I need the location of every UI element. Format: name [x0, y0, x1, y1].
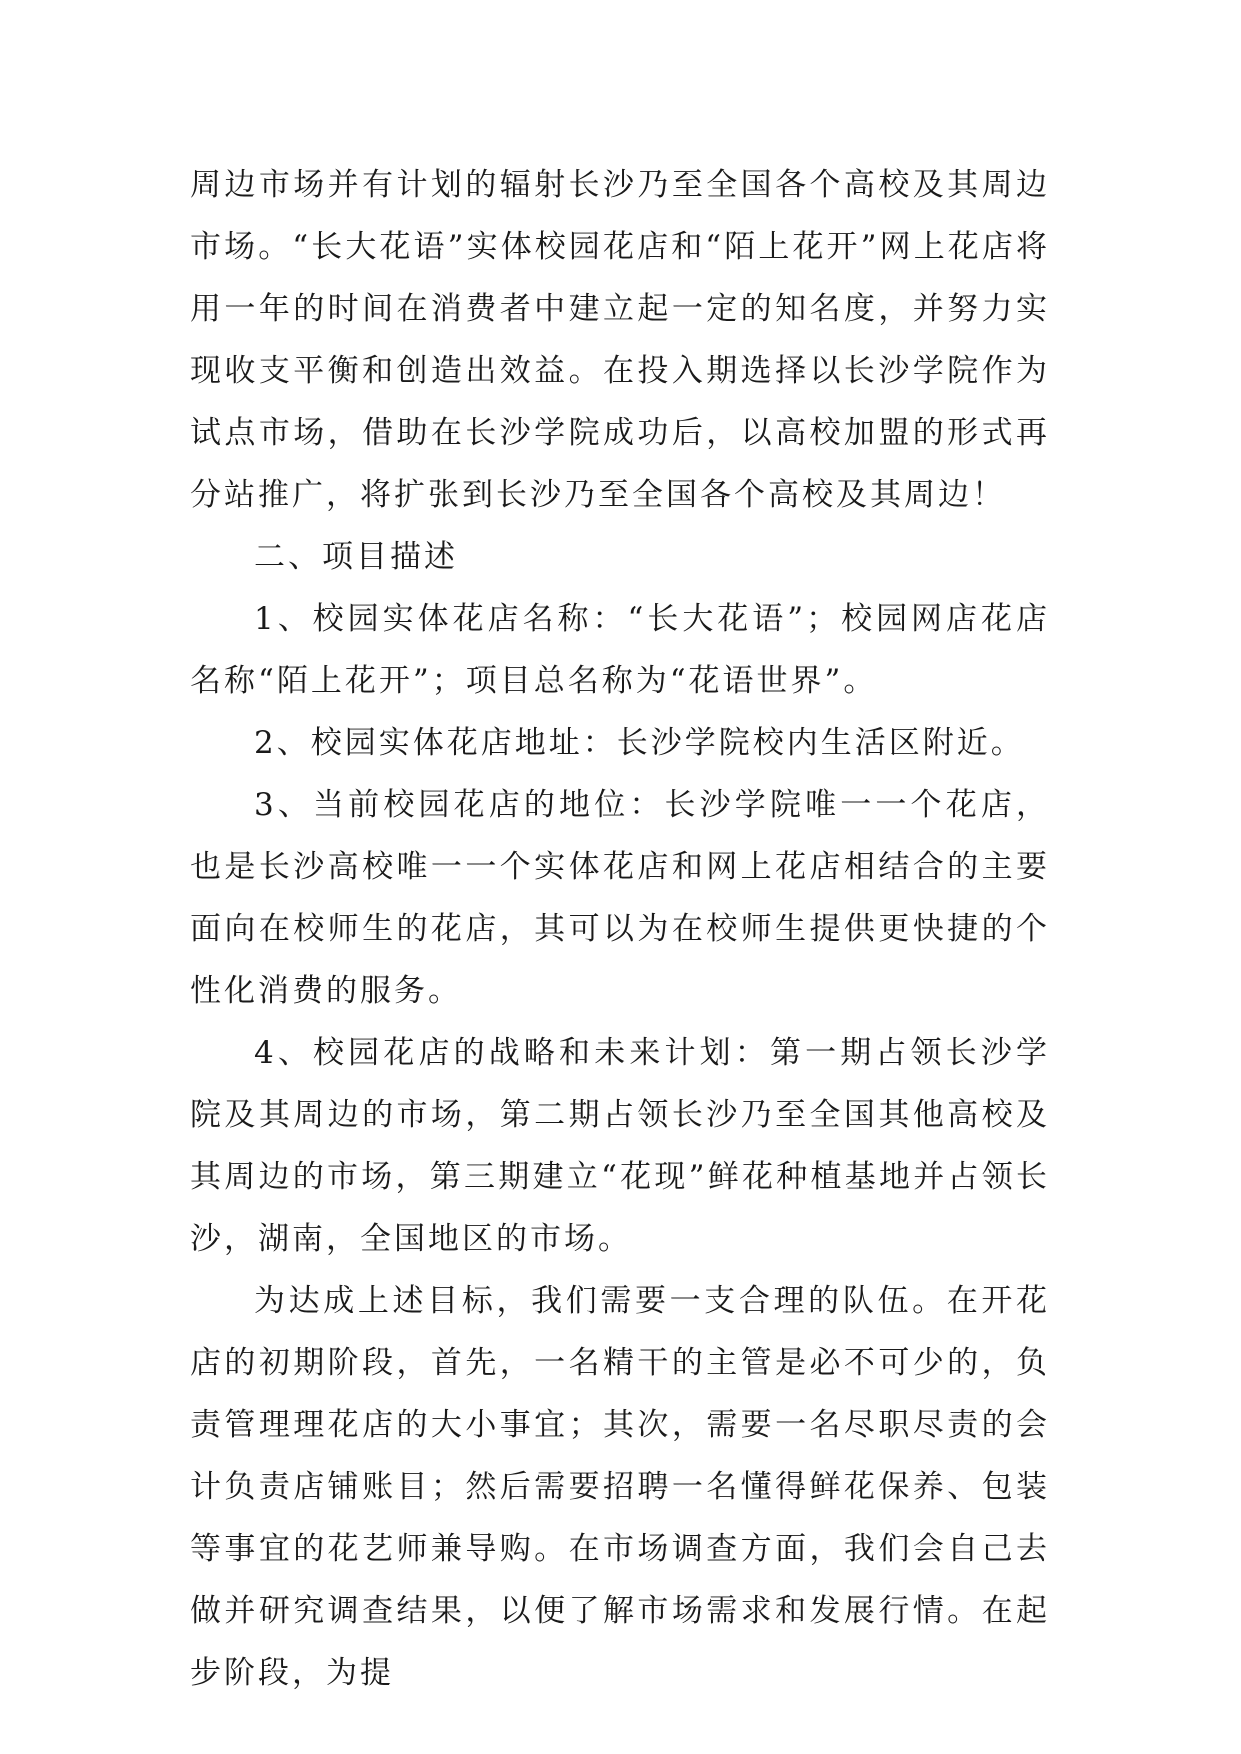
document-body — [190, 154, 1050, 1704]
paragraph-item-3: 3、当前校园花店的地位：长沙学院唯一一个花店，也是长沙高校唯一一个实体花店和网上花店相结合的主要面向在校师生的花店，其可以为在校师生提供更快捷的个性化消费的服务。 — [190, 787, 1050, 1009]
paragraph-intro: 周边市场并有计划的辐射长沙乃至全国各个高校及其周边市场。“长大花语”实体校园花店和“陌上花开”网上花店将用一年的时间在消费者中建立起一定的知名度，并努力实现收支平衡和创造出效益。在投入期选择以长沙学院作为试点市场，借助在长沙学院成功后，以高校加盟的形式再分站推广，将扩张到长沙乃至全国各个高校及其周边！ — [190, 167, 1050, 513]
section-heading: 二、项目描述 — [254, 539, 458, 575]
paragraph-item-4: 4、校园花店的战略和未来计划：第一期占领长沙学院及其周边的市场，第二期占领长沙乃至全国其他高校及其周边的市场，第三期建立“花现”鲜花种植基地并占领长沙，湖南，全国地区的市场。 — [190, 1035, 1050, 1257]
paragraph-team: 为达成上述目标，我们需要一支合理的队伍。在开花店的初期阶段，首先，一名精干的主管是必不可少的，负责管理理花店的大小事宜；其次，需要一名尽职尽责的会计负责店铺账目；然后需要招聘一名懂得鲜花保养、包装等事宜的花艺师兼导购。在市场调查方面，我们会自己去做并研究调查结果，以便了解市场需求和发展行情。在起步阶段，为提 — [190, 1283, 1050, 1691]
paragraph-item-1: 1、校园实体花店名称：“长大花语”；校园网店花店名称“陌上花开”；项目总名称为“花语世界”。 — [190, 601, 1050, 699]
paragraph-item-2: 2、校园实体花店地址：长沙学院校内生活区附近。 — [254, 725, 1025, 761]
